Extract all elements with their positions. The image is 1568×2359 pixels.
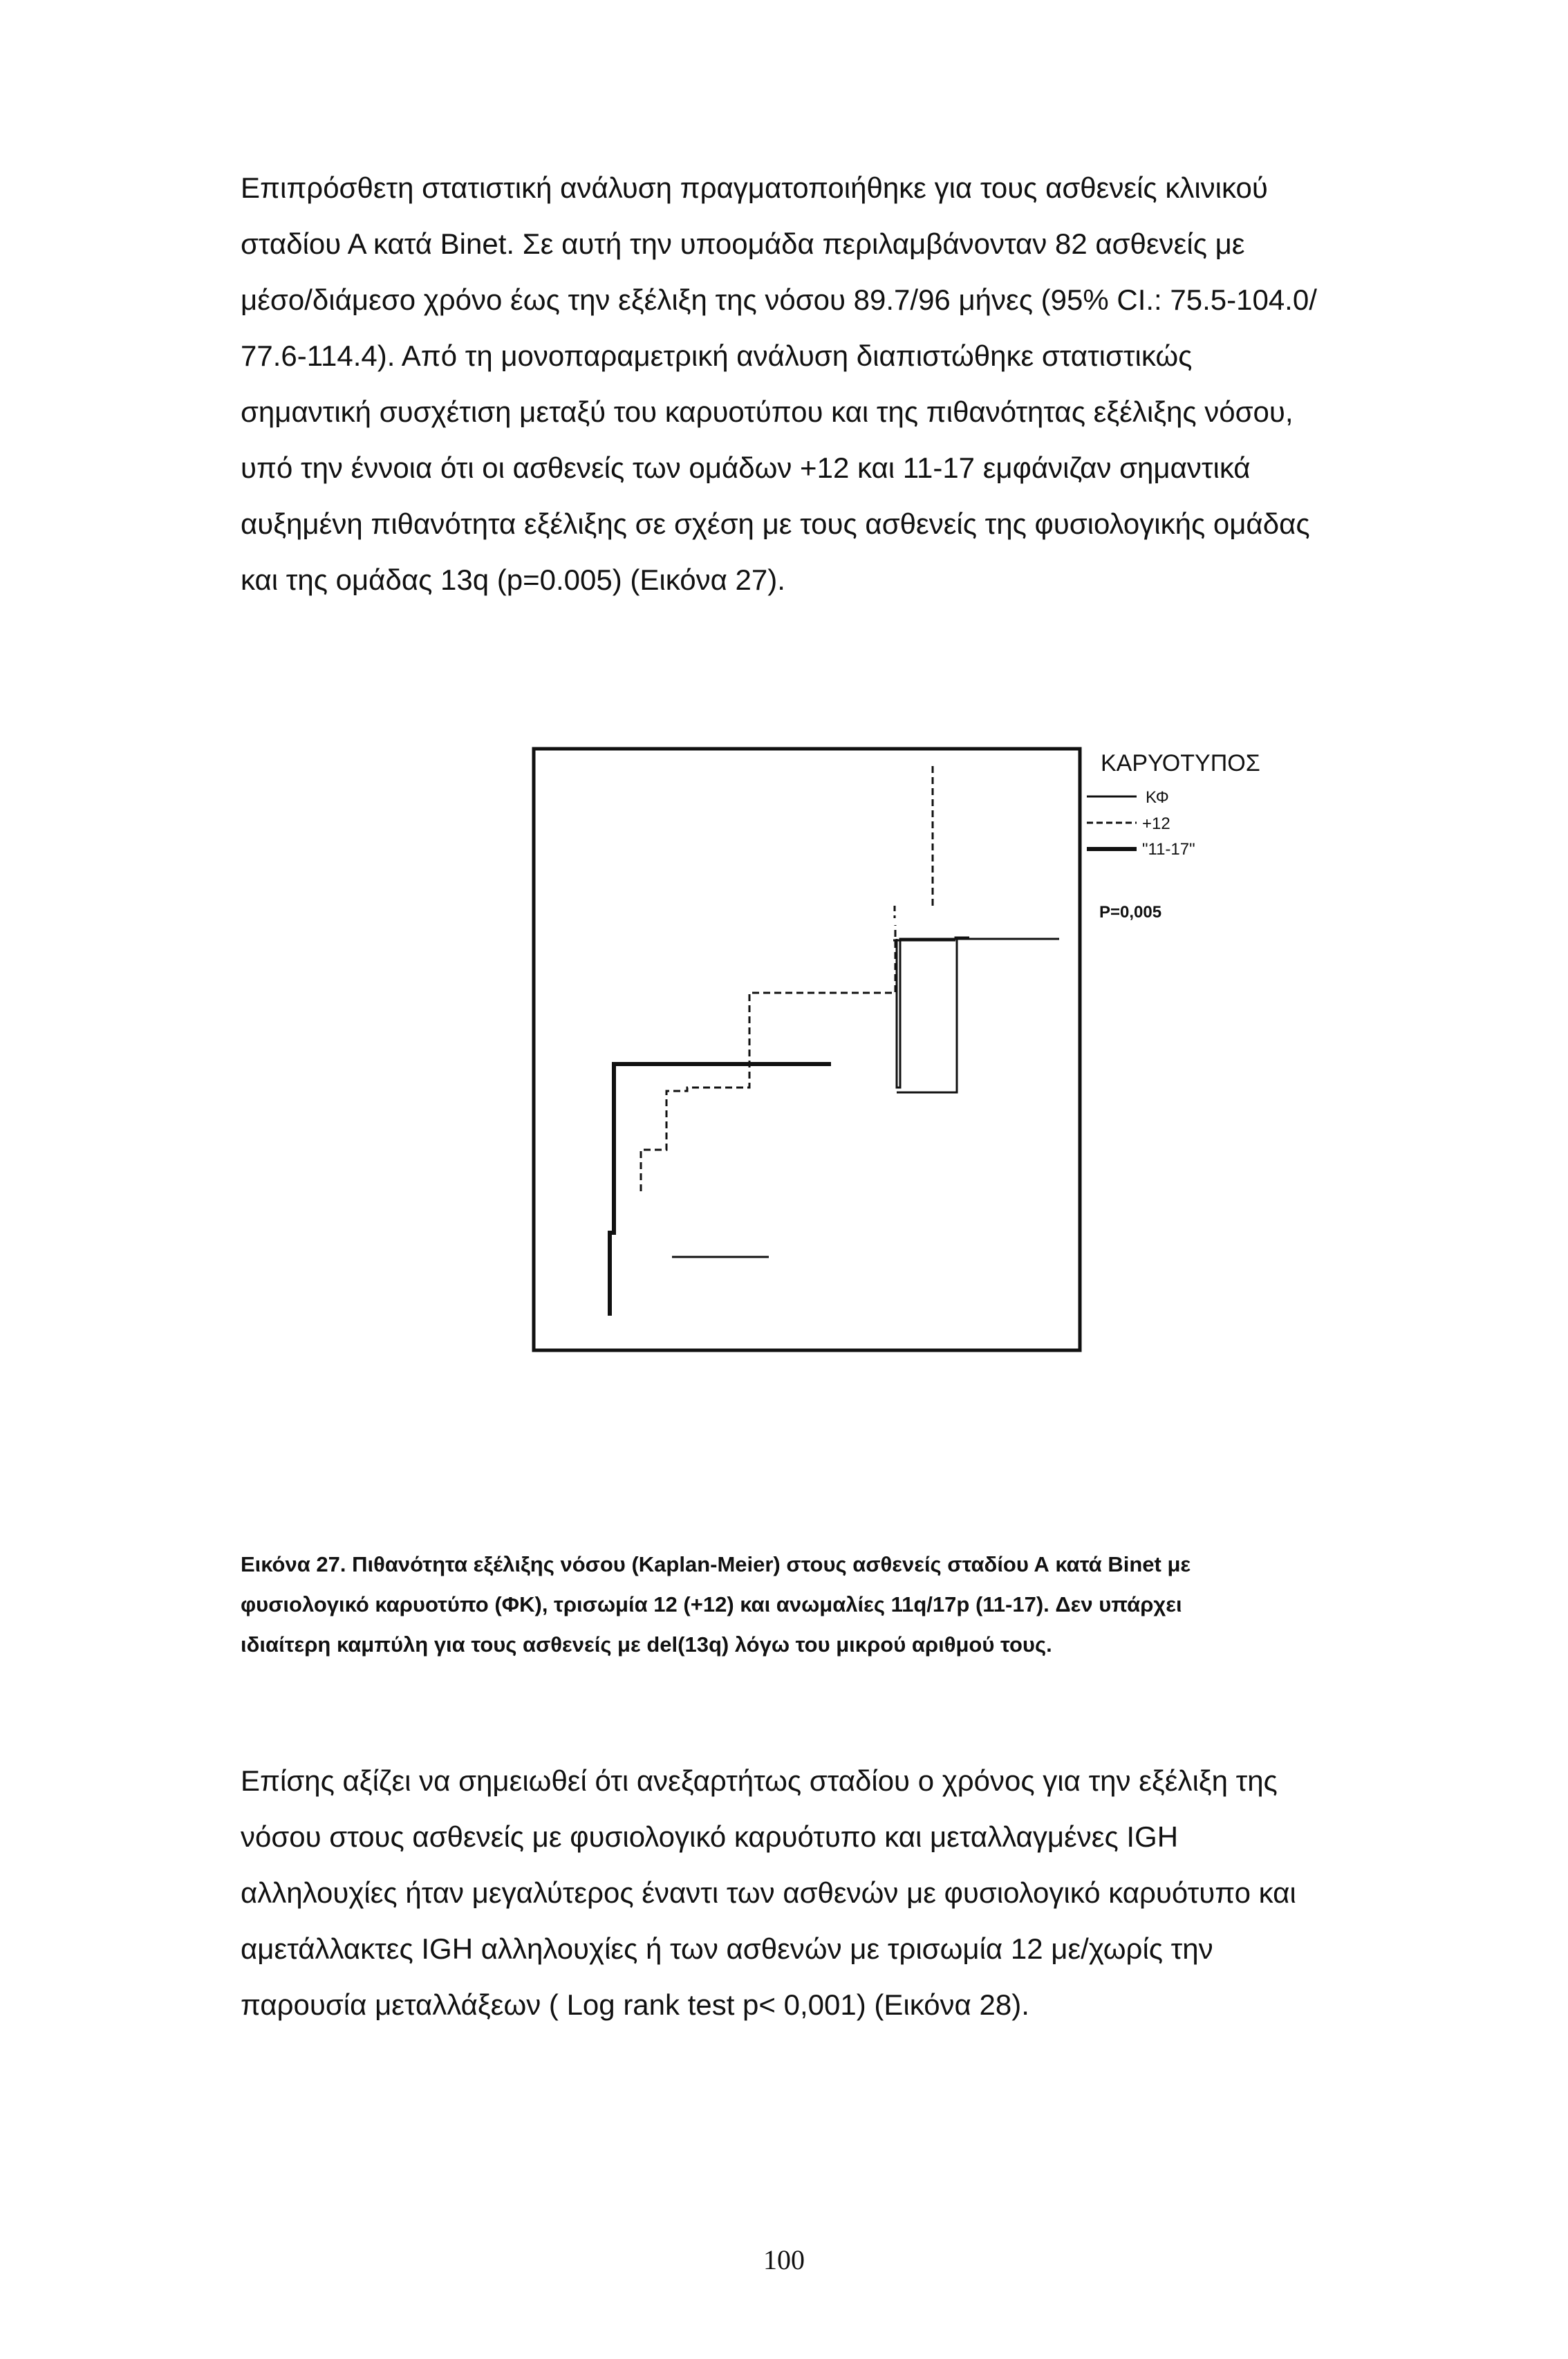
text-line: και της ομάδας 13q (p=0.005) (Εικόνα 27). [241,563,785,596]
km-figure [534,749,1294,1357]
legend-label-1117: "11-17" [1142,840,1195,859]
text-line: νόσου στους ασθενείς με φυσιολογικό καρυότυπο και μεταλλαγμένες IGH [241,1820,1179,1853]
text-line: Επιπρόσθετη στατιστική ανάλυση πραγματοποιήθηκε για τους ασθενείς κλινικού [241,171,1268,204]
series-kf-main [897,939,1059,1092]
caption-line: φυσιολογικό καρυοτύπο (ΦΚ), τρισωμία 12 (+12) και ανωμαλίες 11q/17p (11-17). Δεν υπάρχει [241,1592,1182,1616]
text-line: παρουσία μεταλλάξεων ( Log rank test p< 0,001) (Εικόνα 28). [241,1988,1029,2021]
p-value-label: P=0,005 [1099,903,1162,922]
legend-label-plus12: +12 [1142,814,1170,833]
text-line: σταδίου Α κατά Binet. Σε αυτή την υποομάδα περιλαμβάνονταν 82 ασθενείς με [241,227,1245,260]
legend-title: ΚΑΡΥΟΤΥΠΟΣ [1101,750,1260,776]
series-plus12-dashed [641,925,895,1191]
text-line: υπό την έννοια ότι οι ασθενείς των ομάδων +12 και 11-17 εμφάνιζαν σημαντικά [241,451,1251,484]
legend-label-kf: ΚΦ [1146,788,1169,807]
text-line: μέσο/διάμεσο χρόνο έως την εξέλιξη της νόσου 89.7/96 μήνες (95% CI.: 75.5-104.0/ [241,283,1317,316]
text-line: αμετάλλακτες IGH αλληλουχίες ή των ασθενών με τρισωμία 12 με/χωρίς την [241,1932,1213,1965]
km-chart [534,749,1294,1357]
page-number: 100 [763,2244,805,2275]
text-line: αλληλουχίες ήταν μεγαλύτερος έναντι των ασθενών με φυσιολογικό καρυότυπο και [241,1876,1296,1909]
text-line: σημαντική συσχέτιση μεταξύ του καρυοτύπου και της πιθανότητας εξέλιξης νόσου, [241,395,1294,428]
series-kf-line [897,938,955,1088]
plot-frame [534,749,1080,1350]
text-line: 77.6-114.4). Από τη μονοπαραμετρική ανάλυση διαπιστώθηκε στατιστικώς [241,339,1193,372]
text-line: Επίσης αξίζει να σημειωθεί ότι ανεξαρτήτως σταδίου ο χρόνος για την εξέλιξη της [241,1764,1278,1797]
caption-line: Εικόνα 27. Πιθανότητα εξέλιξης νόσου (Kaplan-Meier) στους ασθενείς σταδίου Α κατά Binet με [241,1552,1191,1576]
caption-line: ιδιαίτερη καμπύλη για τους ασθενείς με del(13q) λόγω του μικρού αριθμού τους. [241,1632,1052,1657]
text-line: αυξημένη πιθανότητα εξέλιξης σε σχέση με τους ασθενείς της φυσιολογικής ομάδας [241,507,1310,540]
